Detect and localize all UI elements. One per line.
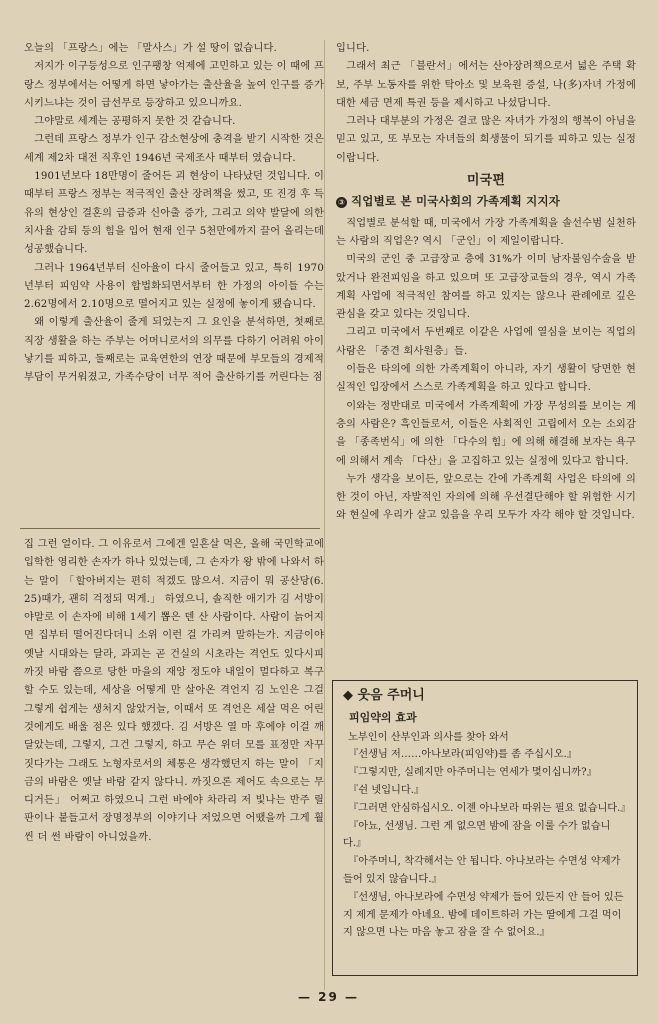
humor-line: 노부인이 산부인과 의사를 찾아 와서: [348, 731, 509, 743]
humor-box: [332, 680, 638, 976]
paragraph: 직업별로 분석할 때, 미국에서 가장 가족계획을 솔선수범 실천하는 사람의 직업은? 역시 「군인」이 제일이랍니다.: [336, 217, 636, 247]
humor-box-subtitle: 피임약의 효과: [349, 710, 417, 724]
paragraph: 집 그런 얼이다. 그 이유로서 그에겐 일흔살 먹은, 올해 국민학교에 입학한 영리한 손자가 하나 있었는데, 그 손자가 왕 밖에 나와서 하는 말이 「할아버지는 편히 적겠도 많으셔. 지금이 뭐 공산당(6. 25)때가, 괜히 걱정되 먹게.」 하였으니, 솔직한 애기가 김 서방이야말로 이 손자에 비해 1세기 뽑은 덴 산 사람이다. 사람이 늙어지면 집부터 떨어진다더니 소위 이런 걸 가리켜 말하는가. 지금이야 옛날 시대와는 달라, 과괴는 곧 건실의 시초라는 격언도 있다시피 까짓 바람 쯤으로 당한 마을의 재앙 정도야 내일이 멀다하고 복구할 수도 있는데, 세상을 어떻게 만 살아온 격언지 김 노인은 그걸 그렇게 쉽게는 생처지 않았거늘, 이때서 또 격언은 세살 먹은 어린 것에게도 배울 점은 있다 했겠다. 김 서방은 열 마 후에야 이걸 깨달았는데, 그렇지, 그건 그렇지, 하고 무슨 위더 모를 표정만 자꾸 짓다가는 그래도 노형자로서의 체통은 생각했던지 하는 말이 「지금의 바람은 옛날 바람 같지 않다니. 까짓으론 제어도 속으로는 무디거든」 어쩌고 하였으니 그런 바에야 차라리 저 빛나는 반주 릴판이나 붙들고서 장명정부의 이야기나 저었으면 어땠을까 그게 훨씬 더 썬 바람이 아니었을까.: [24, 539, 324, 843]
paragraph: 미국의 군인 중 고급장교 층에 31%가 이미 남자불임수술을 받았거나 완전피임을 하고 있으며 또 고급장교들의 경우, 역시 가족계획 사업에 적극적인 참여를 하고 있지는 않으나 관례에로 깊은 관심을 갖고 있다는 것입니다.: [336, 254, 636, 321]
column-divider: [324, 40, 325, 990]
section-title: 미국편: [466, 173, 506, 189]
article-heading-text: 직업별로 본 미국사회의 가족계획 지지자: [351, 194, 561, 209]
humor-box-title: ◆ 웃음 주머니: [343, 688, 425, 703]
paragraph: 저지가 이구등성으로 인구팽창 억제에 고민하고 있는 이 때에 프랑스 정부에서는 어떻게 하면 낳아가는 출산율을 높여 인구를 증가시키느냐는 것이 급선무로 등장하고 있으니까요.: [24, 61, 324, 109]
humor-line: 『선생님 저……아나보라(피임약)를 좀 주십시오.』: [348, 749, 578, 761]
paragraph: 그러나 대부분의 가정은 결코 많은 자녀가 가정의 행복이 아님을 믿고 있고, 또 부모는 자녀들의 희생물이 되기를 피하고 있는 실정 이랍니다.: [336, 116, 636, 164]
section-divider: [20, 528, 320, 529]
page-number: — 29 —: [297, 990, 360, 1004]
paragraph: 그야말로 세계는 공평하지 못한 것 같습니다.: [34, 116, 236, 128]
humor-line: 『그렇지만, 실례지만 아주머니는 연세가 몇이십니까?』: [348, 767, 597, 779]
right-column: [336, 40, 636, 526]
humor-line: 『그러면 안심하십시오. 이젠 아나보라 따위는 필요 없습니다.』: [348, 802, 631, 814]
paragraph: 그리고 미국에서 두번째로 이같은 사업에 열심을 보이는 직업의 사람은 「중견 회사원층」들.: [336, 327, 636, 357]
humor-line: 『아뇨, 선생님. 그런 게 없으면 밤에 잠을 이룰 수가 없습니다.』: [343, 820, 611, 850]
paragraph: 1901년보다 18만명이 줄어든 괴 현상이 나타났던 것입니다. 이 때부터 프랑스 정부는 적극적인 출산 장려책을 썼고, 또 진경 후 득유의 현상인 결혼의 급증과 신아출 증가, 그리고 의약 발달에 의한 치사율 감퇴 등의 힘을 입어 현재 인구 5천만에까지 끌어 올리는데 성공했습니다.: [24, 171, 324, 256]
paragraph: 왜 이렇게 출산율이 줄게 되었는지 그 요인을 분석하면, 첫째로 직장 생활을 하는 주부는 어머니로서의 의무를 다하기 어려워 아이 낳기를 피하고, 둘째로는 교육연한의 연장 때문에 부모들의 경제적 부담이 무거워졌고, 가족수당이 너무 적어 출산하기를 꺼린다는 점: [24, 317, 324, 384]
article-heading: [336, 192, 636, 210]
paragraph: 오늘의 「프랑스」에는 「말사스」가 설 땅이 없습니다.: [24, 43, 277, 54]
paragraph: 입니다.: [336, 43, 370, 54]
paragraph: 누가 생각을 보이든, 앞으로는 간에 가족계획 사업은 타의에 의한 것이 아닌, 자발적인 자의에 의해 우선결단해야 할 위험한 시기와 현실에 우리가 살고 있음을 우리 모두가 자각 해야 할 것입니다.: [336, 473, 636, 522]
humor-line: 『쉰 넷입니다.』: [348, 784, 425, 796]
left-column-upper: [24, 40, 324, 388]
humor-line: 『아주머니, 착각해서는 안 됩니다. 아나보라는 수면성 약제가 들어 있지 않습니다.』: [343, 856, 621, 885]
left-column-lower: [24, 536, 324, 847]
paragraph: 이와는 정반대로 미국에서 가족계획에 가장 무성의를 보이는 계층의 사람은? 흑인들로서, 이들은 사회적인 고립에서 오는 소외감을 「종족번식」에 의한 「다수의 힘」에 의해 해결해 보자는 욕구에 의해서 계속 「다산」을 고집하고 있는 실정에 있다고 합니다.: [336, 400, 636, 467]
humor-line: 『선생님, 아나보라에 수면성 약제가 들어 있든지 안 들어 있든지 제게 문제가 아녜요. 밤에 데이트하러 가는 딸에게 그걸 먹이지 않으면 나는 마음 놓고 잠을 잘 수 없어요.』: [343, 891, 624, 939]
paragraph: 그런데 프랑스 정부가 인구 감소현상에 충격을 받기 시작한 것은 세계 제2차 대전 직후인 1946년 국제조사 때부터 였습니다.: [24, 134, 324, 164]
paragraph: 그러나 1964년부터 신아율이 다시 줄어들고 있고, 특히 1970년부터 피임약 사용이 합법화되면서부터 한 가정의 아이들 수는 2.62명에서 2.10명으로 떨어지고 있는 실정에 놓이게 됐습니다.: [24, 262, 324, 311]
number-bullet-icon: ③: [336, 197, 347, 208]
paragraph: 이들은 타의에 의한 가족계획이 아니라, 자기 생활이 당면한 현실적인 입장에서 스스로 가족계획을 하고 있다고 합니다.: [336, 364, 636, 394]
paragraph: 그래서 최근 「블란서」에서는 산아장려책으로서 넓은 주택 확보, 주부 노동자를 위한 탁아소 및 보육원 증설, 나(多)자녀 가정에 대한 세금 면제 특권 등을 제시하고 나섰답니다.: [336, 61, 636, 109]
